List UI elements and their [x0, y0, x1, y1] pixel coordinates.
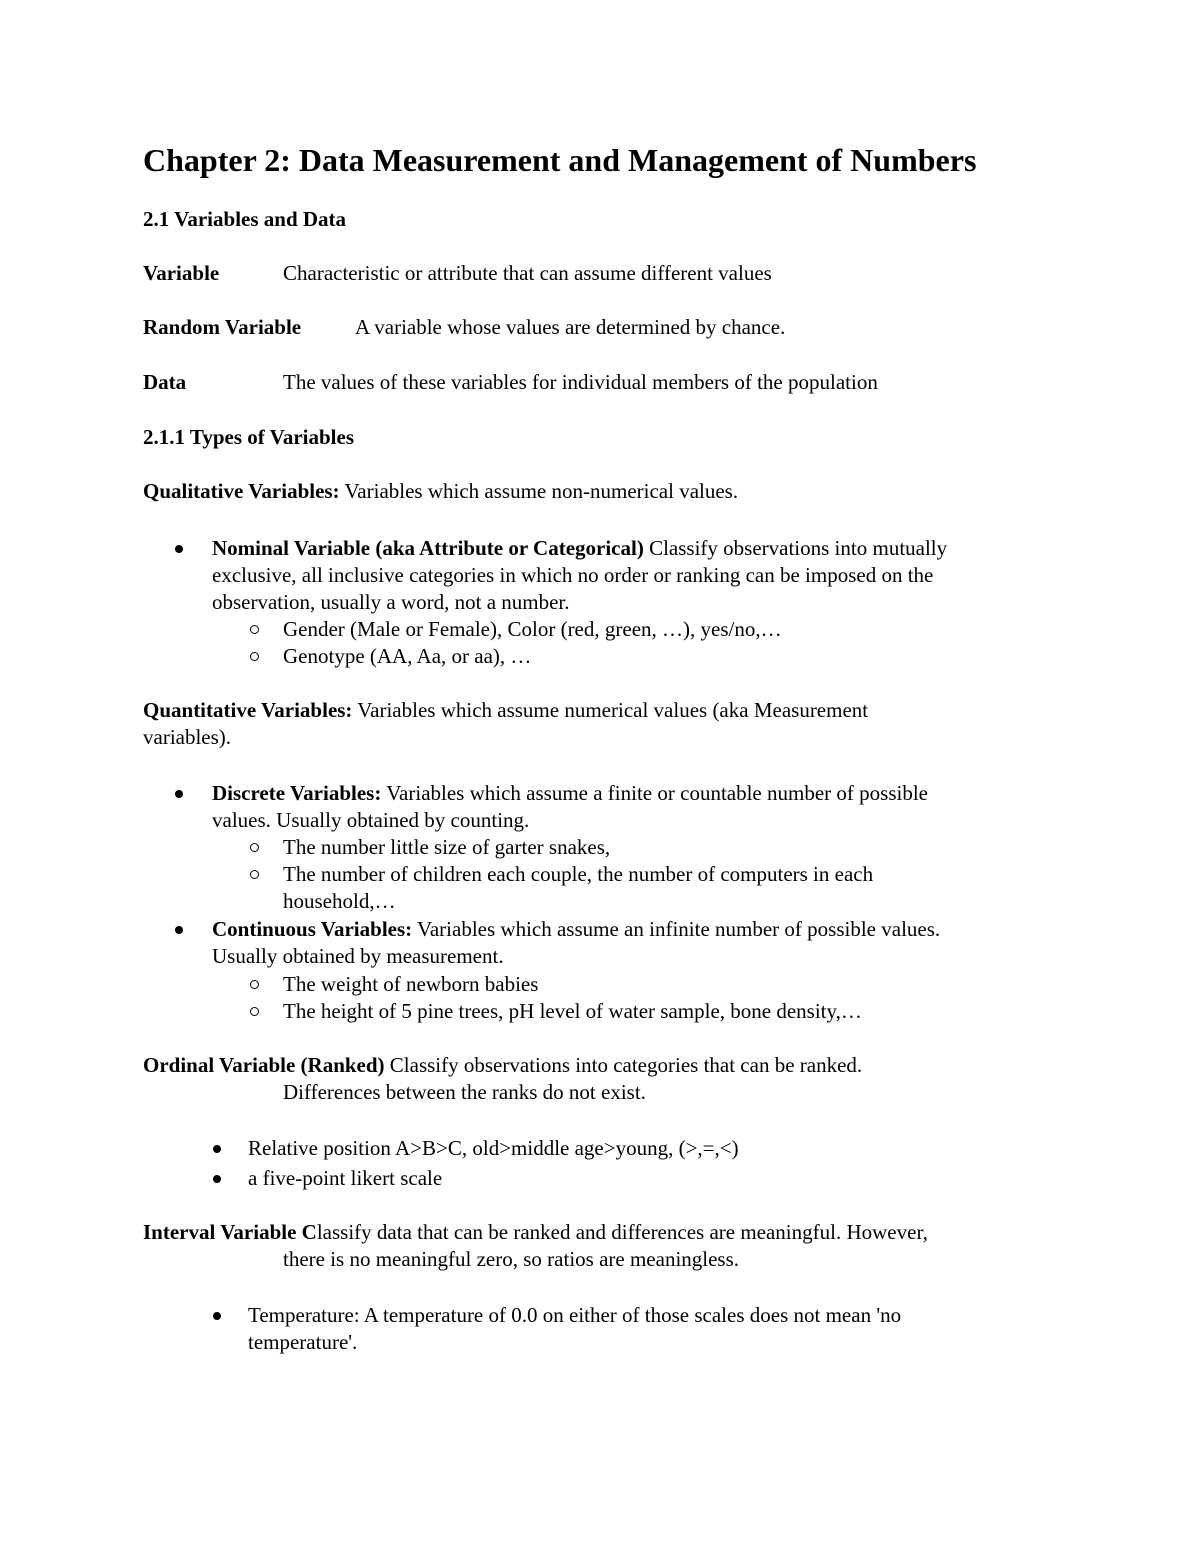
- bullet-nominal: [175, 545, 183, 553]
- discrete-label: Discrete Variables:: [212, 781, 382, 805]
- nominal-line-1: Nominal Variable (aka Attribute or Categorical) Classify observations into mutually: [212, 536, 948, 560]
- nominal-label: Nominal Variable (aka Attribute or Categorical): [212, 536, 644, 560]
- def-random-variable: A variable whose values are determined by chance.: [355, 315, 786, 339]
- interval-bullet-line-2: temperature'.: [248, 1330, 358, 1354]
- ordinal-bullet-2: a five-point likert scale: [248, 1166, 443, 1190]
- continuous-line-1: Continuous Variables: Variables which assume an infinite number of possible values.: [212, 917, 941, 941]
- bullet-ordinal-2: [213, 1175, 221, 1183]
- sub-bullet: [250, 652, 259, 661]
- sub-bullet: [250, 1007, 259, 1016]
- ordinal-line-2: Differences between the ranks do not exist.: [283, 1080, 646, 1104]
- interval-line-1: Interval Variable Classify data that can be ranked and differences are meaningful. However,: [143, 1220, 928, 1244]
- quantitative-line-2: variables).: [143, 725, 232, 749]
- sub-bullet: [250, 843, 259, 852]
- discrete-line-2: values. Usually obtained by counting.: [212, 808, 530, 832]
- term-variable: Variable: [143, 261, 220, 285]
- interval-line-2: there is no meaningful zero, so ratios are meaningless.: [283, 1247, 740, 1271]
- nominal-line-2: exclusive, all inclusive categories in which no order or ranking can be imposed on the: [212, 563, 934, 587]
- bullet-interval: [213, 1312, 221, 1320]
- def-variable: Characteristic or attribute that can assume different values: [283, 261, 772, 285]
- qualitative-label: Qualitative Variables:: [143, 479, 340, 503]
- continuous-example-1: The weight of newborn babies: [283, 972, 539, 996]
- sub-bullet: [250, 980, 259, 989]
- qualitative-desc: Variables which assume non-numerical values.: [339, 479, 739, 503]
- ordinal-bullet-1: Relative position A>B>C, old>middle age>young, (>,=,<): [248, 1136, 739, 1160]
- section-heading-2-1: 2.1 Variables and Data: [143, 207, 347, 231]
- nominal-example-2: Genotype (AA, Aa, or aa), …: [283, 644, 532, 668]
- section-heading-2-1-1: 2.1.1 Types of Variables: [143, 425, 355, 449]
- nominal-example-1: Gender (Male or Female), Color (red, green, …), yes/no,…: [283, 617, 782, 641]
- interval-label: Interval Variable C: [143, 1220, 317, 1244]
- interval-bullet-line-1: Temperature: A temperature of 0.0 on either of those scales does not mean 'no: [248, 1303, 902, 1327]
- quantitative-line-1: Quantitative Variables: Variables which assume numerical values (aka Measurement: [143, 698, 869, 722]
- discrete-example-1: The number little size of garter snakes,: [283, 835, 611, 859]
- bullet-discrete: [175, 790, 183, 798]
- discrete-example-2: The number of children each couple, the number of computers in each: [283, 862, 874, 886]
- qualitative-paragraph: [143, 478, 738, 505]
- chapter-title: Chapter 2: Data Measurement and Management of Numbers: [143, 142, 977, 178]
- discrete-line-1: Discrete Variables: Variables which assume a finite or countable number of possible: [212, 781, 928, 805]
- ordinal-line-1: Ordinal Variable (Ranked) Classify observations into categories that can be ranked.: [143, 1053, 863, 1077]
- term-data: Data: [143, 370, 187, 394]
- sub-bullet: [250, 625, 259, 634]
- nominal-line-3: observation, usually a word, not a number.: [212, 590, 570, 614]
- bullet-ordinal-1: [213, 1145, 221, 1153]
- term-random-variable: Random Variable: [143, 315, 302, 339]
- ordinal-label: Ordinal Variable (Ranked): [143, 1053, 385, 1077]
- discrete-example-2-cont: household,…: [283, 889, 396, 913]
- continuous-line-2: Usually obtained by measurement.: [212, 944, 504, 968]
- bullet-continuous: [175, 926, 183, 934]
- def-data: The values of these variables for individual members of the population: [283, 370, 878, 394]
- continuous-label: Continuous Variables:: [212, 917, 413, 941]
- quantitative-label: Quantitative Variables:: [143, 698, 353, 722]
- continuous-example-2: The height of 5 pine trees, pH level of water sample, bone density,…: [283, 999, 862, 1023]
- sub-bullet: [250, 870, 259, 879]
